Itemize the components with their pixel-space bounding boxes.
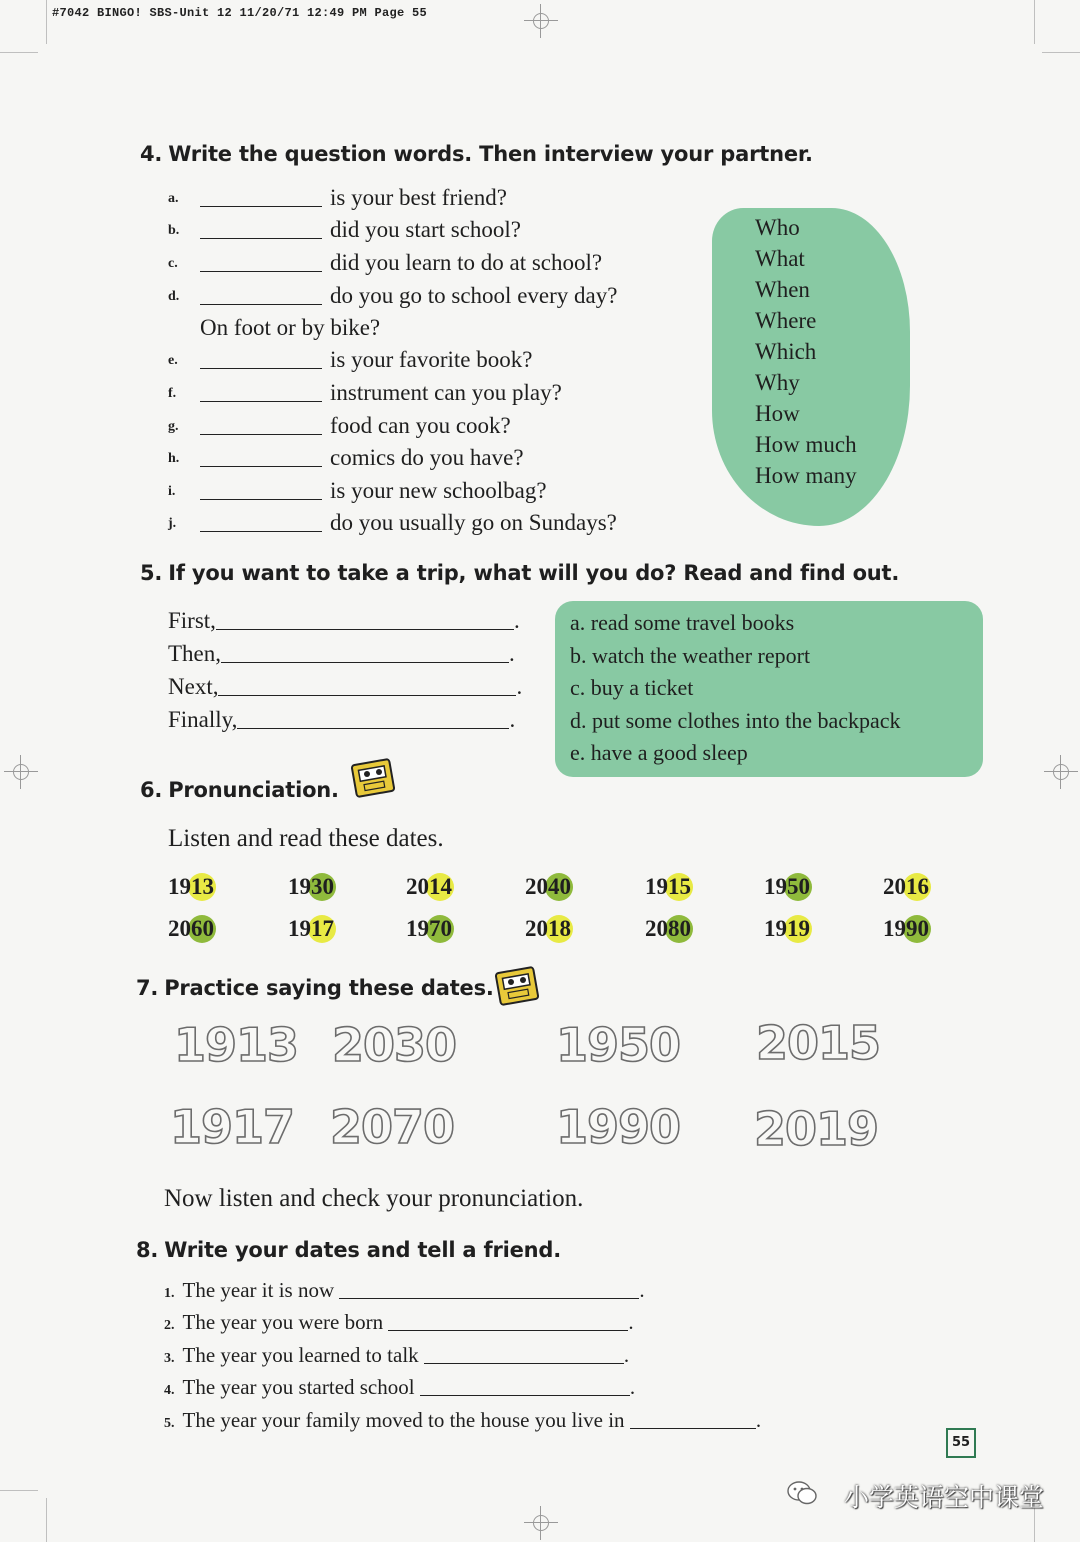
section-4-heading	[140, 142, 813, 166]
item-text: instrument can you play?	[330, 380, 562, 405]
date-item: 2080	[645, 916, 691, 941]
date-item: 1919	[764, 916, 810, 941]
cassette-tape-icon	[494, 964, 540, 1008]
item-text: is your new schoolbag?	[330, 478, 547, 503]
item-number: 2.	[164, 1318, 175, 1333]
answer-blank[interactable]	[200, 466, 322, 467]
date-item: 1930	[288, 874, 334, 899]
answer-blank[interactable]	[630, 1428, 756, 1429]
answer-blank[interactable]	[424, 1363, 624, 1364]
word-bank-item: How many	[755, 463, 857, 488]
item-letter: c.	[168, 256, 178, 271]
sequence-item: Finally, .	[168, 707, 516, 732]
section-title: Write the question words. Then interview your partner.	[168, 142, 813, 166]
item-text: is your best friend?	[330, 185, 507, 210]
question-item-continued	[200, 316, 380, 339]
practice-date: 1990	[556, 1100, 681, 1154]
date-prompt-item: 5. The year your family moved to the house you live in .	[164, 1408, 762, 1432]
answer-blank[interactable]	[200, 238, 322, 239]
option-item: b. watch the weather report	[570, 643, 811, 668]
question-item	[168, 284, 617, 307]
section-number: 7.	[136, 976, 159, 1000]
practice-date: 1913	[174, 1018, 299, 1072]
practice-date: 2015	[756, 1016, 881, 1070]
sequence-item: First, .	[168, 608, 520, 633]
question-item	[168, 414, 511, 437]
option-item: d. put some clothes into the backpack	[570, 708, 901, 733]
answer-blank[interactable]	[200, 401, 322, 402]
section-number: 4.	[140, 142, 163, 166]
date-item: 2040	[525, 874, 571, 899]
item-number: 3.	[164, 1351, 175, 1366]
item-letter: i.	[168, 484, 176, 499]
word-bank-item: When	[755, 277, 810, 302]
question-item	[168, 348, 532, 371]
option-item: e. have a good sleep	[570, 740, 748, 765]
item-letter: a.	[168, 191, 179, 206]
sequence-prompt: First,	[168, 608, 216, 633]
answer-blank[interactable]	[200, 499, 322, 500]
word-bank-item: Where	[755, 308, 817, 333]
date-item: 2014	[406, 874, 452, 899]
word-bank-item: How	[755, 401, 800, 426]
item-letter: g.	[168, 419, 179, 434]
section-number: 8.	[136, 1238, 159, 1262]
item-letter: f.	[168, 386, 177, 401]
registration-mark	[524, 1506, 558, 1540]
date-item: 1990	[883, 916, 929, 941]
date-item: 1913	[168, 874, 214, 899]
question-item	[168, 186, 507, 209]
registration-mark	[1044, 755, 1078, 789]
section-number: 5.	[140, 561, 163, 585]
section-number: 6.	[140, 778, 163, 802]
chat-bubble-icon	[787, 1480, 817, 1506]
date-item: 2060	[168, 916, 214, 941]
question-item	[168, 446, 524, 469]
date-prompt-item: 2. The year you were born .	[164, 1310, 634, 1334]
practice-date: 2070	[330, 1100, 455, 1154]
registration-mark	[4, 755, 38, 789]
date-item: 2016	[883, 874, 929, 899]
practice-date: 1950	[556, 1018, 681, 1072]
item-text: On foot or by bike?	[200, 315, 381, 340]
page-number: 55	[946, 1428, 976, 1458]
question-item	[168, 511, 617, 534]
crop-mark	[46, 1498, 47, 1542]
cassette-tape-icon	[350, 756, 396, 800]
item-text: do you go to school every day?	[330, 283, 618, 308]
section-title: Pronunciation.	[168, 778, 339, 802]
answer-blank[interactable]	[388, 1330, 628, 1331]
date-item: 1970	[406, 916, 452, 941]
section-title: Write your dates and tell a friend.	[164, 1238, 562, 1262]
practice-date: 2030	[332, 1018, 457, 1072]
date-prompt-item: 3. The year you learned to talk .	[164, 1343, 630, 1367]
answer-blank[interactable]	[200, 271, 322, 272]
item-text: The year you learned to talk	[182, 1343, 419, 1367]
item-letter: h.	[168, 451, 180, 466]
item-text: do you usually go on Sundays?	[330, 510, 617, 535]
answer-blank[interactable]	[221, 662, 509, 663]
item-letter: e.	[168, 353, 178, 368]
sequence-prompt: Next,	[168, 674, 219, 699]
answer-blank[interactable]	[200, 531, 322, 532]
date-prompt-item: 4. The year you started school .	[164, 1375, 636, 1399]
item-letter: j.	[168, 516, 177, 531]
answer-blank[interactable]	[420, 1395, 630, 1396]
print-slug: #7042 BINGO! SBS-Unit 12 11/20/71 12:49 PM Page 55	[52, 6, 428, 20]
crop-mark	[1042, 52, 1080, 53]
date-item: 1915	[645, 874, 691, 899]
practice-date: 2019	[754, 1102, 879, 1156]
question-item	[168, 218, 521, 241]
section-title: Practice saying these dates.	[164, 976, 494, 1000]
question-item	[168, 479, 547, 502]
instruction-text: Now listen and check your pronunciation.	[164, 1185, 584, 1212]
sequence-prompt: Finally,	[168, 707, 238, 732]
word-bank-item: Why	[755, 370, 800, 395]
option-item: a. read some travel books	[570, 610, 795, 635]
section-6-heading	[140, 778, 339, 802]
answer-blank[interactable]	[237, 728, 509, 729]
item-text: is your favorite book?	[330, 347, 533, 372]
item-letter: b.	[168, 223, 180, 238]
date-item: 1950	[764, 874, 810, 899]
question-item	[168, 381, 562, 404]
section-5-heading	[140, 561, 899, 585]
crop-mark	[1034, 0, 1035, 44]
section-title: If you want to take a trip, what will you do? Read and find out.	[168, 561, 900, 585]
instruction-text: Listen and read these dates.	[168, 825, 444, 852]
item-text: did you learn to do at school?	[330, 250, 603, 275]
section-7-heading	[136, 976, 494, 1000]
answer-blank[interactable]	[200, 206, 322, 207]
word-bank-item: Which	[755, 339, 817, 364]
option-item: c. buy a ticket	[570, 675, 694, 700]
answer-blank[interactable]	[218, 695, 516, 696]
question-item	[168, 251, 602, 274]
crop-mark	[46, 0, 47, 44]
item-text: The year it is now	[182, 1278, 335, 1302]
date-prompt-item: 1. The year it is now .	[164, 1278, 645, 1302]
practice-date: 1917	[170, 1100, 295, 1154]
date-item: 1917	[288, 916, 334, 941]
item-number: 4.	[164, 1383, 175, 1398]
item-text: did you start school?	[330, 217, 521, 242]
word-bank-item: Who	[755, 215, 800, 240]
word-bank-item: How much	[755, 432, 857, 457]
watermark-text: 小学英语空中课堂	[843, 1483, 1044, 1512]
answer-blank[interactable]	[339, 1298, 639, 1299]
item-number: 1.	[164, 1286, 175, 1301]
crop-mark	[0, 1490, 38, 1491]
answer-blank[interactable]	[200, 304, 322, 305]
sequence-item: Then, .	[168, 641, 515, 666]
item-text: The year you started school	[182, 1375, 415, 1399]
word-bank-item: What	[755, 246, 805, 271]
answer-blank[interactable]	[216, 629, 514, 630]
item-letter: d.	[168, 289, 180, 304]
answer-blank[interactable]	[200, 434, 322, 435]
answer-blank[interactable]	[200, 368, 322, 369]
item-text: The year you were born	[182, 1310, 384, 1334]
item-text: food can you cook?	[330, 413, 511, 438]
section-8-heading	[136, 1238, 561, 1262]
item-text: comics do you have?	[330, 445, 524, 470]
sequence-prompt: Then,	[168, 641, 222, 666]
item-text: The year your family moved to the house you live in	[182, 1408, 625, 1432]
date-item: 2018	[525, 916, 571, 941]
item-number: 5.	[164, 1416, 175, 1431]
sequence-item: Next, .	[168, 674, 523, 699]
crop-mark	[0, 52, 38, 53]
registration-mark	[524, 4, 558, 38]
